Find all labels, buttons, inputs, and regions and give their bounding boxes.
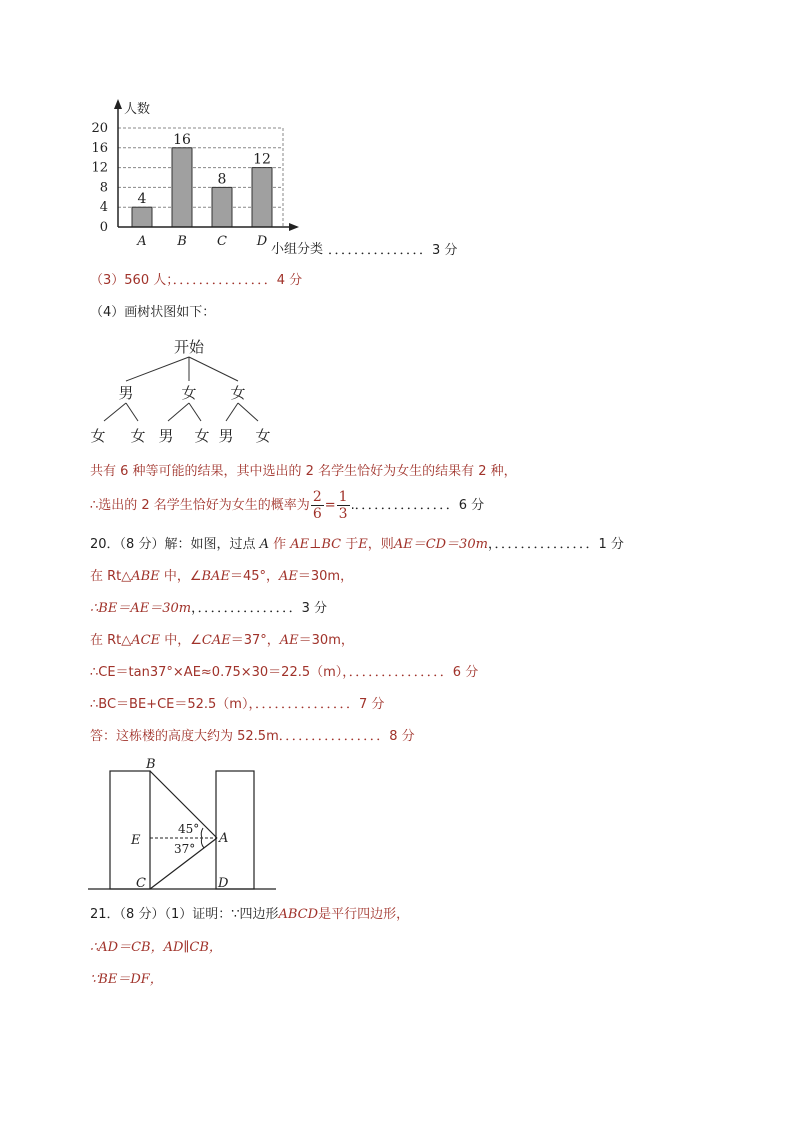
data-label-A: 4 [137, 191, 147, 208]
be-score: ，．．．．．．．．．．．．．．．3 分 [191, 601, 327, 616]
prob-suffix: .．．．．．．．．．．．．．．．6 分 [350, 498, 485, 513]
q20-line [90, 536, 624, 554]
y-tick-label: 4 [99, 200, 108, 216]
q20-equation: AE＝CD＝30m [393, 537, 488, 552]
tree-l2-3: 女 [194, 427, 210, 445]
y-tick-label: 12 [91, 160, 108, 176]
equals-sign: = [324, 498, 336, 513]
ce-line: ∴CE＝tan37°×AE≈0.75×30＝22.5（m），．．．．．．．．．．．．．．．6 分 [90, 665, 479, 680]
x-tick-label-D: D [256, 234, 268, 249]
y-axis-title: 人数 [124, 102, 151, 117]
tree-l1-1: 女 [181, 384, 197, 402]
data-label-C: 8 [217, 171, 227, 188]
y-tick-label: 0 [99, 220, 108, 235]
building-figure [88, 755, 288, 895]
label-d: D [218, 876, 229, 891]
frac1-num: 2 [312, 489, 322, 505]
q3-answer: （3）560 人；．．．．．．．．．．．．．．．4 分 [90, 273, 303, 288]
tree-l1-2: 女 [230, 384, 246, 402]
rt1-angle: BAE [201, 569, 230, 584]
rt2-triangle: ACE [131, 633, 161, 648]
rt2-end: ＝30m， [298, 633, 354, 648]
rt1-mid: 中，∠ [159, 569, 202, 584]
y-tick-label: 8 [99, 180, 108, 196]
q20-point-a: A [259, 537, 269, 552]
q21-line [90, 906, 409, 924]
q21-pre: 21．（8 分）（1）证明：∵四边形 [90, 907, 279, 922]
label-a: A [219, 831, 229, 846]
rt2-mid: 中，∠ [160, 633, 202, 648]
q20-mid: 作 [273, 537, 287, 552]
q20-mid3: ，则 [367, 537, 394, 552]
label-c: C [136, 876, 146, 891]
label-e: E [131, 833, 141, 848]
q20-point-e: E [358, 537, 368, 552]
rt2-ae: AE [279, 633, 299, 648]
q20-ae-bc: AE⊥BC [290, 537, 342, 552]
tree-l2-4: 男 [218, 427, 234, 445]
bc-line: ∴BC＝BE+CE＝52.5（m），．．．．．．．．．．．．．．．7 分 [90, 697, 385, 712]
q21-abcd: ABCD [278, 907, 319, 922]
rt2-pre: 在 Rt△ [90, 633, 132, 648]
be-df-line: ∵BE＝DF， [90, 972, 163, 987]
be-eq: ∴BE＝AE＝30m [90, 601, 192, 616]
prob-prefix: ∴选出的 2 名学生恰好为女生的概率为 [90, 498, 310, 513]
rt1-value: ＝45°， [229, 569, 279, 584]
q4-title: （4）画树状图如下： [90, 305, 216, 320]
tree-l2-5: 女 [255, 427, 271, 445]
data-label-D: 12 [253, 151, 271, 168]
angle-37: 37° [174, 842, 196, 856]
x-axis-arrow [289, 223, 299, 231]
rt1-end: ＝30m， [297, 569, 354, 584]
q20-score: ，．．．．．．．．．．．．．．．1 分 [487, 537, 624, 552]
frac2-num: 1 [338, 489, 348, 505]
y-axis-arrow [114, 99, 122, 109]
q20-mid2: 于 [345, 537, 359, 552]
x-axis-title: 小组分类 [271, 242, 324, 257]
x-tick-label-B: B [177, 234, 187, 249]
tree-diagram [88, 335, 288, 450]
ad-cb-line: ∴AD＝CB，AD∥CB， [90, 940, 222, 955]
label-b: B [146, 757, 156, 772]
rt-abe-line [90, 568, 353, 586]
bar-chart [85, 95, 355, 265]
bar-B [172, 148, 192, 227]
fraction-2-6 [311, 489, 324, 522]
rt1-triangle: ABE [131, 569, 160, 584]
x-tick-label-C: C [217, 234, 227, 249]
tree-l2-1: 女 [130, 427, 146, 445]
frac2-den: 3 [338, 506, 348, 522]
be-line [90, 600, 327, 618]
frac1-den: 6 [312, 506, 322, 522]
result-line: 共有 6 种等可能的结果，其中选出的 2 名学生恰好为女生的结果有 2 种， [90, 464, 517, 479]
score-line-3: ．．．．．．．．．．．．．．．3 分 [328, 243, 458, 258]
answer-line: 答：这栋楼的高度大约为 52.5m．．．．．．．．．．．．．．．．8 分 [90, 729, 415, 744]
x-tick-label-A: A [137, 234, 147, 249]
tree-l2-2: 男 [158, 427, 174, 445]
y-tick-label: 20 [91, 121, 108, 136]
q20-pre: 20．（8 分）解：如图，过点 [90, 537, 256, 552]
tree-root: 开始 [173, 338, 205, 356]
rt1-ae: AE [278, 569, 298, 584]
rt1-pre: 在 Rt△ [90, 569, 132, 584]
bar-D [252, 168, 272, 227]
probability-line [90, 489, 484, 523]
bar-C [212, 187, 232, 227]
bar-A [132, 207, 152, 227]
q21-end: 是平行四边形， [318, 907, 410, 922]
angle-45: 45° [178, 822, 200, 836]
rt2-angle: CAE [201, 633, 231, 648]
rt2-value: ＝37°， [230, 633, 280, 648]
y-tick-label: 16 [91, 140, 108, 156]
fraction-1-3 [337, 489, 350, 522]
data-label-B: 16 [173, 131, 191, 148]
rt-ace-line [90, 632, 354, 650]
tree-l1-0: 男 [118, 384, 134, 402]
tree-l2-0: 女 [90, 427, 106, 445]
